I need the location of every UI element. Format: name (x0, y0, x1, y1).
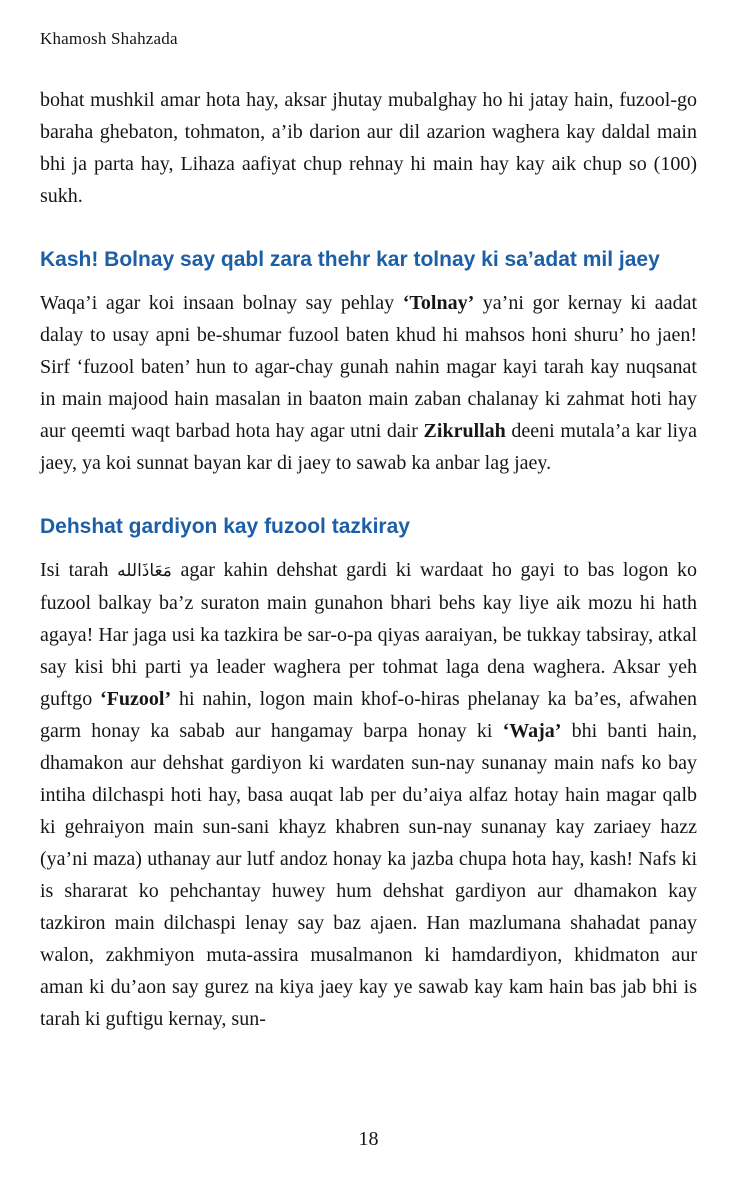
paragraph (40, 287, 697, 479)
arabic-phrase: مَعَاذَالله (117, 561, 172, 581)
body-text: deeni mutala’a kar liya jaey, ya koi sunnat bayan kar di jaey to sawab ka anbar lag jaey. (40, 420, 697, 474)
page-number: 18 (358, 1128, 379, 1150)
body-text: bohat mushkil amar hota hay, aksar jhutay mubalghay ho hi jatay hain, fuzool-go baraha ghebaton, tohmaton, a’ib darion aur dil azarion waghera kay daldal main bhi ja parta hay, Lihaza aafiyat chup rehnay hi main hay kay aik chup so (100) sukh. (40, 89, 697, 207)
body-text: ya’ni gor kernay ki aadat dalay to usay apni be-shumar fuzool baten khud hi mahsos honi shuru’ ho jaen! Sirf ‘fuzool baten’ hun to agar-chay gunah nahin magar kayi tarah kay nuqsanat in main majood hain masalan in baaton main zaban chalanay ki zahmat hoti hay aur qeemti waqt barbad hota hay agar utni dair (40, 292, 697, 442)
body-text: Waqa’i agar koi insaan bolnay say pehlay (40, 292, 403, 314)
paragraph (40, 554, 697, 1035)
running-header: Khamosh Shahzada (40, 29, 178, 48)
emphasis-text: ‘Fuzool’ (100, 688, 172, 710)
body-text: agar kahin dehshat gardi ki wardaat ho gayi to bas logon ko fuzool balkay ba’z suraton main gunahon bhari behs kay liye aik mozu hi hath agaya! Har jaga usi ka tazkira be sar-o-pa qiyas aaraiyan, be tukkay tabsiray, atkal say kisi bhi parti ya leader waghera per tohmat laga dena waghera. Aksar yeh guftgo (40, 559, 697, 710)
paragraph (40, 84, 697, 212)
body-text: Isi tarah (40, 559, 118, 581)
emphasis-text: ‘Waja’ (502, 720, 562, 742)
emphasis-text: ‘Tolnay’ (402, 292, 475, 314)
body-text: bhi banti hain, dhamakon aur dehshat gardiyon ki wardaten sun-nay sunanay main nafs ko bay intiha dilchaspi hoti hay, basa auqat lab per du’aiya alfaz hotay hain magar qalb ki gehraiyon main sun-sani khayz khabren sun-nay sunanay kay zariaey hazz (ya’ni maza) uthanay aur lutf andoz honay ka jazba chupa hota hay, kash! Nafs ki is shararat ko pehchantay huwey hum dehshat gardiyon aur dhamakon kay tazkiron main dilchaspi lenay say baz ajaen. Han mazlumana shahadat panay walon, zakhmiyon muta-assira musalmanon ki hamdardiyon, khidmaton aur aman ki du’aon say gurez na kiya jaey kay ye sawab kay kam hain bas jab bhi is tarah ki guftigu kernay, sun- (40, 720, 697, 1030)
emphasis-text: Zikrullah (423, 420, 506, 442)
page-body (40, 84, 697, 1035)
section-heading: Dehshat gardiyon kay fuzool tazkiray (40, 515, 410, 538)
section-heading: Kash! Bolnay say qabl zara thehr kar tolnay ki sa’adat mil jaey (40, 248, 660, 271)
body-text: hi nahin, logon main khof-o-hiras phelanay ka ba’es, afwahen garm honay ka sabab aur hangamay barpa honay ki (40, 688, 697, 742)
